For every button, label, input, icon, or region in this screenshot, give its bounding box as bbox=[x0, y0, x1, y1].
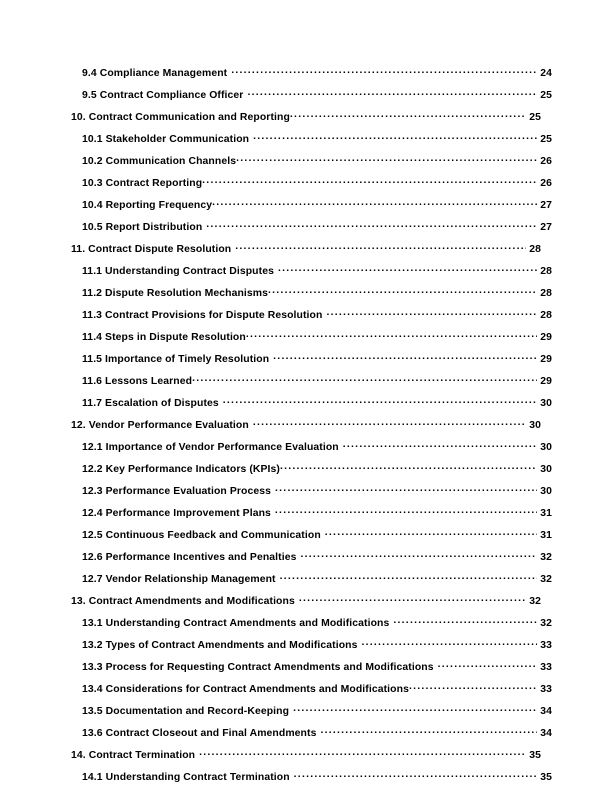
toc-dot-leader bbox=[231, 64, 537, 76]
toc-page-number: 28 bbox=[540, 266, 552, 277]
toc-entry[interactable] bbox=[71, 262, 552, 284]
toc-entry-title: 13.2 Types of Contract Amendments and Modifications bbox=[82, 640, 358, 651]
toc-entry[interactable] bbox=[71, 482, 552, 504]
toc-entry[interactable] bbox=[71, 174, 552, 196]
toc-entry[interactable] bbox=[71, 372, 552, 394]
toc-entry-title: 12.6 Performance Incentives and Penalties bbox=[82, 552, 297, 563]
toc-entry[interactable] bbox=[71, 152, 552, 174]
toc-entry-title: 11.7 Escalation of Disputes bbox=[82, 398, 219, 409]
toc-page-number: 25 bbox=[540, 134, 552, 145]
toc-entry-title: 10.1 Stakeholder Communication bbox=[82, 134, 250, 145]
toc-dot-leader bbox=[409, 680, 537, 692]
toc-page-number: 35 bbox=[529, 750, 541, 761]
toc-dot-leader bbox=[268, 284, 537, 296]
toc-entry[interactable] bbox=[71, 64, 552, 86]
toc-dot-leader bbox=[300, 548, 537, 560]
toc-entry[interactable] bbox=[71, 548, 552, 570]
toc-entry[interactable] bbox=[71, 394, 552, 416]
toc-entry[interactable] bbox=[71, 614, 552, 636]
toc-entry-title: 11.3 Contract Provisions for Dispute Resolution bbox=[82, 310, 323, 321]
toc-entry-title: 11. Contract Dispute Resolution bbox=[71, 244, 232, 255]
toc-dot-leader bbox=[280, 570, 537, 582]
toc-dot-leader bbox=[326, 306, 537, 318]
toc-page-number: 26 bbox=[540, 156, 552, 167]
toc-entry-title: 13.4 Considerations for Contract Amendments and Modifications bbox=[82, 684, 409, 695]
toc-page-number: 32 bbox=[540, 574, 552, 585]
toc-page-number: 25 bbox=[529, 112, 541, 123]
toc-entry[interactable] bbox=[71, 460, 552, 482]
toc-page-number: 34 bbox=[540, 706, 552, 717]
toc-dot-leader bbox=[235, 240, 526, 252]
toc-page-number: 32 bbox=[540, 618, 552, 629]
toc-entry-title: 13.1 Understanding Contract Amendments and Modifications bbox=[82, 618, 390, 629]
toc-dot-leader bbox=[247, 86, 537, 98]
toc-entry-title: 11.2 Dispute Resolution Mechanisms bbox=[82, 288, 269, 299]
toc-entry-title: 13.3 Process for Requesting Contract Amendments and Modifications bbox=[82, 662, 434, 673]
toc-entry[interactable] bbox=[71, 746, 541, 768]
toc-entry-title: 10.4 Reporting Frequency bbox=[82, 200, 213, 211]
toc-page-number: 31 bbox=[540, 508, 552, 519]
toc-page-number: 33 bbox=[540, 640, 552, 651]
toc-page-number: 30 bbox=[529, 420, 541, 431]
toc-dot-leader bbox=[273, 350, 537, 362]
toc-entry-title: 9.4 Compliance Management bbox=[82, 68, 228, 79]
toc-entry[interactable] bbox=[71, 768, 552, 790]
toc-dot-leader bbox=[199, 746, 526, 758]
toc-page-number: 28 bbox=[540, 310, 552, 321]
toc-page-number: 33 bbox=[540, 662, 552, 673]
toc-page-number: 32 bbox=[529, 596, 541, 607]
toc-entry-title: 12.2 Key Performance Indicators (KPIs) bbox=[82, 464, 280, 475]
toc-entry[interactable] bbox=[71, 724, 552, 746]
toc-entry-title: 12.5 Continuous Feedback and Communication bbox=[82, 530, 321, 541]
toc-entry[interactable] bbox=[71, 284, 552, 306]
toc-entry[interactable] bbox=[71, 658, 552, 680]
toc-dot-leader bbox=[294, 768, 537, 780]
toc-page-number: 29 bbox=[540, 332, 552, 343]
toc-entry[interactable] bbox=[71, 702, 552, 724]
toc-page-number: 27 bbox=[540, 200, 552, 211]
toc-entry-title: 14.1 Understanding Contract Termination bbox=[82, 772, 290, 783]
toc-dot-leader bbox=[438, 658, 537, 670]
toc-entry[interactable] bbox=[71, 636, 552, 658]
toc-entry-title: 10.3 Contract Reporting bbox=[82, 178, 203, 189]
toc-page-number: 32 bbox=[540, 552, 552, 563]
toc-dot-leader bbox=[236, 152, 537, 164]
toc-entry-title: 11.1 Understanding Contract Disputes bbox=[82, 266, 274, 277]
toc-entry[interactable] bbox=[71, 328, 552, 350]
toc-page-number: 25 bbox=[540, 90, 552, 101]
toc-page-number: 30 bbox=[540, 442, 552, 453]
toc-page-number: 27 bbox=[540, 222, 552, 233]
toc-entry-title: 9.5 Contract Compliance Officer bbox=[82, 90, 244, 101]
toc-entry-title: 13. Contract Amendments and Modifications bbox=[71, 596, 295, 607]
toc-entry-title: 12.7 Vendor Relationship Management bbox=[82, 574, 276, 585]
toc-dot-leader bbox=[320, 724, 537, 736]
toc-page-number: 30 bbox=[540, 398, 552, 409]
toc-dot-leader bbox=[275, 504, 537, 516]
toc-entry-title: 12. Vendor Performance Evaluation bbox=[71, 420, 249, 431]
toc-entry-title: 11.5 Importance of Timely Resolution bbox=[82, 354, 270, 365]
toc-page-number: 33 bbox=[540, 684, 552, 695]
toc-entry-title: 10. Contract Communication and Reporting bbox=[71, 112, 290, 123]
toc-entry-title: 10.2 Communication Channels bbox=[82, 156, 237, 167]
toc-dot-leader bbox=[280, 460, 537, 472]
toc-page-number: 30 bbox=[540, 464, 552, 475]
toc-entry-title: 12.3 Performance Evaluation Process bbox=[82, 486, 272, 497]
toc-entry[interactable] bbox=[71, 130, 552, 152]
toc-entry-title: 11.4 Steps in Dispute Resolution bbox=[82, 332, 246, 343]
toc-entry[interactable] bbox=[71, 526, 552, 548]
toc-entry-title: 13.5 Documentation and Record-Keeping bbox=[82, 706, 290, 717]
toc-page-number: 34 bbox=[540, 728, 552, 739]
toc-entry-title: 10.5 Report Distribution bbox=[82, 222, 203, 233]
toc-dot-leader bbox=[253, 130, 537, 142]
table-of-contents bbox=[71, 64, 552, 790]
toc-page-number: 24 bbox=[540, 68, 552, 79]
toc-entry[interactable] bbox=[71, 196, 552, 218]
toc-entry[interactable] bbox=[71, 592, 541, 614]
toc-entry[interactable] bbox=[71, 86, 552, 108]
toc-page-number: 29 bbox=[540, 354, 552, 365]
toc-entry[interactable] bbox=[71, 218, 552, 240]
toc-dot-leader bbox=[293, 702, 537, 714]
toc-entry[interactable] bbox=[71, 416, 541, 438]
toc-entry[interactable] bbox=[71, 438, 552, 460]
toc-entry-title: 11.6 Lessons Learned bbox=[82, 376, 193, 387]
toc-dot-leader bbox=[253, 416, 526, 428]
toc-dot-leader bbox=[290, 108, 526, 120]
toc-entry[interactable] bbox=[71, 680, 552, 702]
toc-entry-title: 14. Contract Termination bbox=[71, 750, 196, 761]
toc-dot-leader bbox=[325, 526, 537, 538]
toc-page-number: 31 bbox=[540, 530, 552, 541]
toc-dot-leader bbox=[192, 372, 537, 384]
toc-dot-leader bbox=[343, 438, 537, 450]
toc-dot-leader bbox=[362, 636, 538, 648]
toc-page-number: 26 bbox=[540, 178, 552, 189]
toc-dot-leader bbox=[278, 262, 537, 274]
toc-dot-leader bbox=[299, 592, 526, 604]
toc-entry-title: 13.6 Contract Closeout and Final Amendments bbox=[82, 728, 317, 739]
toc-page-number: 28 bbox=[529, 244, 541, 255]
toc-dot-leader bbox=[202, 174, 537, 186]
toc-entry-title: 12.1 Importance of Vendor Performance Evaluation bbox=[82, 442, 339, 453]
toc-entry[interactable] bbox=[71, 240, 541, 262]
toc-page-number: 35 bbox=[540, 772, 552, 783]
toc-dot-leader bbox=[246, 328, 537, 340]
toc-dot-leader bbox=[223, 394, 537, 406]
toc-entry-title: 12.4 Performance Improvement Plans bbox=[82, 508, 271, 519]
toc-page-number: 29 bbox=[540, 376, 552, 387]
toc-entry[interactable] bbox=[71, 570, 552, 592]
toc-entry[interactable] bbox=[71, 350, 552, 372]
toc-dot-leader bbox=[212, 196, 537, 208]
toc-page-number: 30 bbox=[540, 486, 552, 497]
toc-dot-leader bbox=[393, 614, 537, 626]
toc-dot-leader bbox=[206, 218, 537, 230]
toc-page-number: 28 bbox=[540, 288, 552, 299]
toc-dot-leader bbox=[275, 482, 537, 494]
toc-entry[interactable] bbox=[71, 108, 541, 130]
toc-entry[interactable] bbox=[71, 504, 552, 526]
toc-entry[interactable] bbox=[71, 306, 552, 328]
